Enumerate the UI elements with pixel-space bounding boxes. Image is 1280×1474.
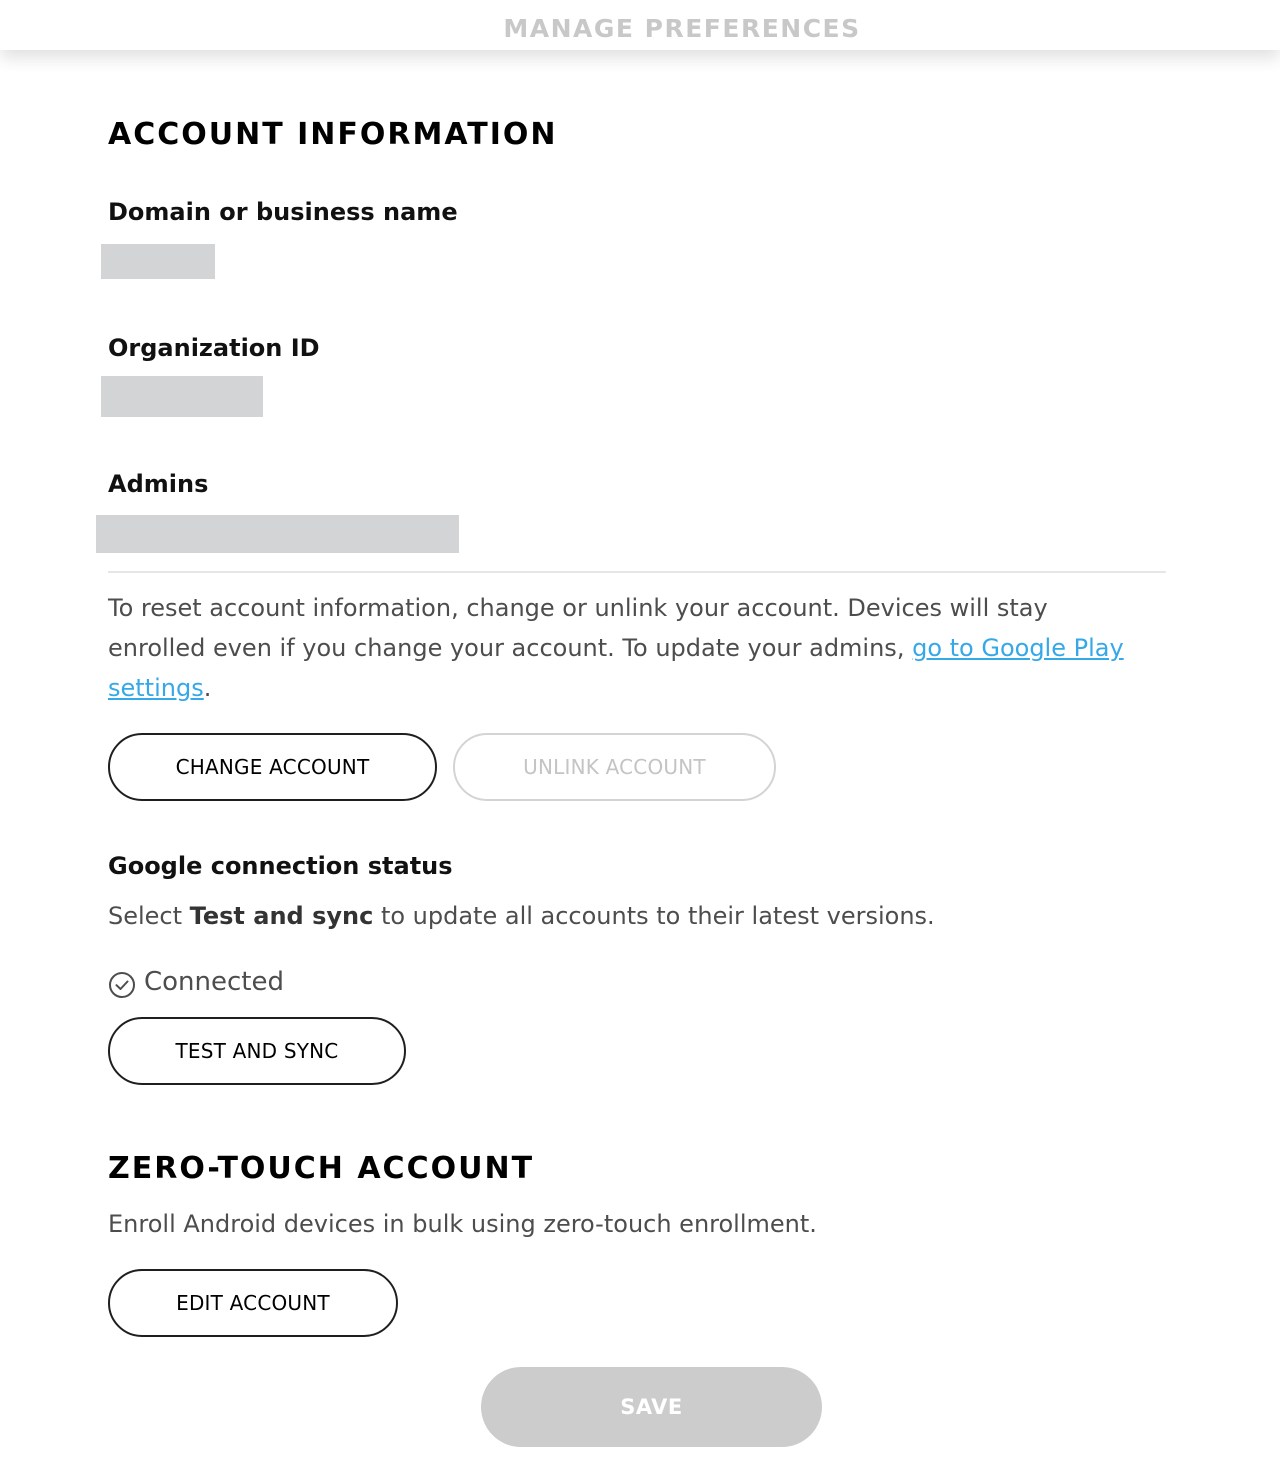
zero-touch-heading: ZERO-TOUCH ACCOUNT [108,1151,535,1186]
change-account-button[interactable]: CHANGE ACCOUNT [108,733,437,801]
edit-account-button[interactable]: EDIT ACCOUNT [108,1269,398,1337]
check-circle-icon [108,971,136,999]
account-information-heading: ACCOUNT INFORMATION [108,117,558,152]
zero-touch-description: Enroll Android devices in bulk using zero-touch enrollment. [108,1210,817,1238]
google-connection-heading: Google connection status [108,852,453,880]
domain-name-value [101,244,215,279]
divider [108,571,1166,573]
domain-name-label: Domain or business name [108,198,458,226]
reset-text: To reset account information, change or unlink your account. Devices will stay enrolled even if you change your account. To update your admins, [108,594,1048,662]
reset-text-end: . [203,674,212,702]
page-title: MANAGE PREFERENCES [503,14,861,43]
connection-status [108,962,284,1002]
desc-prefix: Select [108,902,190,930]
connection-status-text: Connected [144,967,285,997]
unlink-account-button[interactable]: UNLINK ACCOUNT [453,733,776,801]
desc-bold: Test and sync [189,902,374,930]
organization-id-label: Organization ID [108,334,320,362]
google-play-settings-link[interactable]: go to Google Play settings [108,634,1124,702]
test-and-sync-button[interactable]: TEST AND SYNC [108,1017,406,1085]
admins-value [96,515,459,553]
reset-account-description [108,588,1148,708]
desc-suffix: to update all accounts to their latest versions. [373,902,935,930]
save-button[interactable]: SAVE [481,1367,822,1447]
admins-label: Admins [108,470,209,498]
top-bar [0,0,1280,50]
google-connection-description [108,896,935,936]
organization-id-value [101,376,263,417]
